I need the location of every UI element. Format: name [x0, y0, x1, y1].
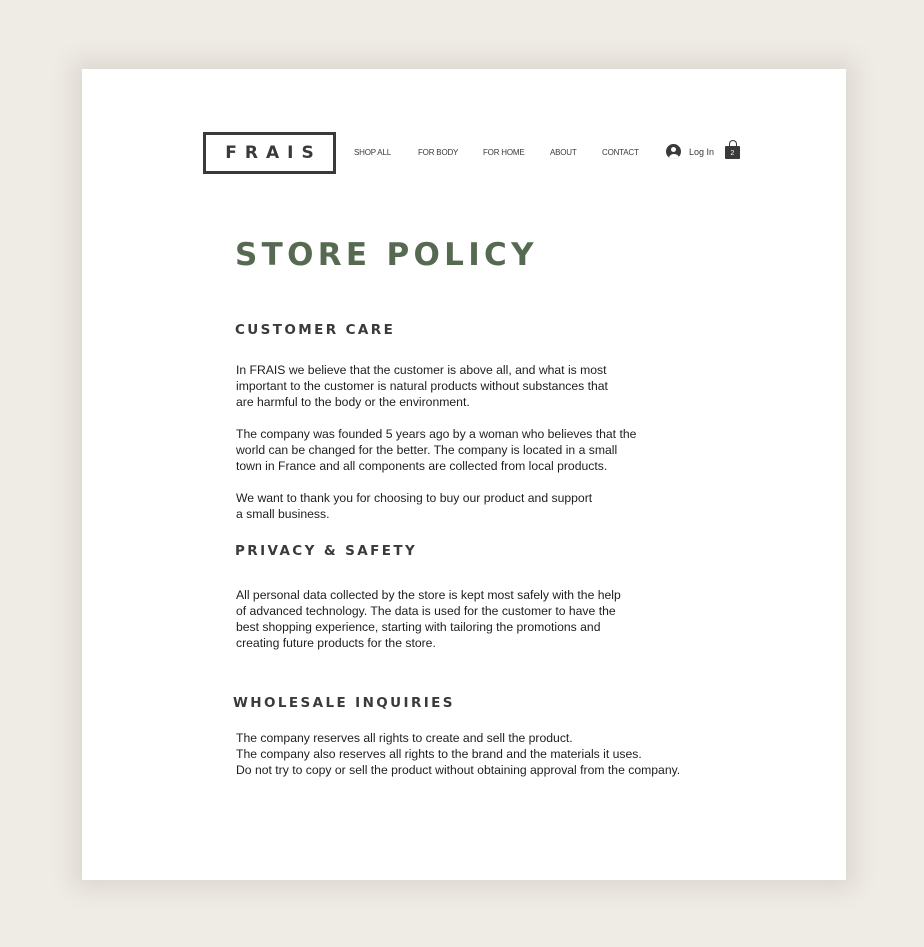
login-button[interactable] — [666, 144, 714, 159]
customer-care-paragraph-3: We want to thank you for choosing to buy our product and support a small business. — [236, 491, 593, 521]
login-label: Log In — [689, 146, 715, 157]
page-card — [82, 69, 846, 880]
user-avatar-icon — [666, 144, 681, 159]
privacy-safety-paragraph: All personal data collected by the store is kept most safely with the help of advanced technology. The data is used for the customer to have the best shopping experience, starting with tailoring the promotions and creating future products for the store. — [236, 588, 621, 650]
nav-item-about[interactable]: ABOUT — [550, 148, 577, 157]
brand-logo[interactable] — [203, 132, 336, 174]
section-heading-privacy-safety: PRIVACY & SAFETY — [235, 543, 418, 559]
nav-item-for-home[interactable]: FOR HOME — [483, 148, 525, 157]
cart-count-badge: 2 — [730, 150, 735, 157]
customer-care-paragraph-2: The company was founded 5 years ago by a woman who believes that the world can be changed for the better. The company is located in a small town in France and all components are collected from local products. — [236, 427, 637, 473]
customer-care-paragraph-1: In FRAIS we believe that the customer is above all, and what is most important to the customer is natural products without substances that are harmful to the body or the environment. — [236, 363, 608, 409]
section-heading-wholesale-inquiries: WHOLESALE INQUIRIES — [233, 695, 455, 711]
section-heading-customer-care: CUSTOMER CARE — [235, 322, 396, 338]
nav-item-for-body[interactable]: FOR BODY — [418, 148, 459, 157]
brand-logo-text: FRAIS — [225, 143, 322, 163]
nav-item-contact[interactable]: CONTACT — [602, 148, 639, 157]
cart-button[interactable] — [725, 140, 741, 161]
nav-item-shop-all[interactable]: SHOP ALL — [354, 148, 391, 157]
cart-bag — [725, 146, 740, 159]
wholesale-inquiries-paragraph: The company reserves all rights to create and sell the product. The company also reserves all rights to the brand and the materials it uses. Do not try to copy or sell the product without obtaining approval from the company. — [236, 731, 681, 777]
page-title: STORE POLICY — [235, 237, 538, 273]
